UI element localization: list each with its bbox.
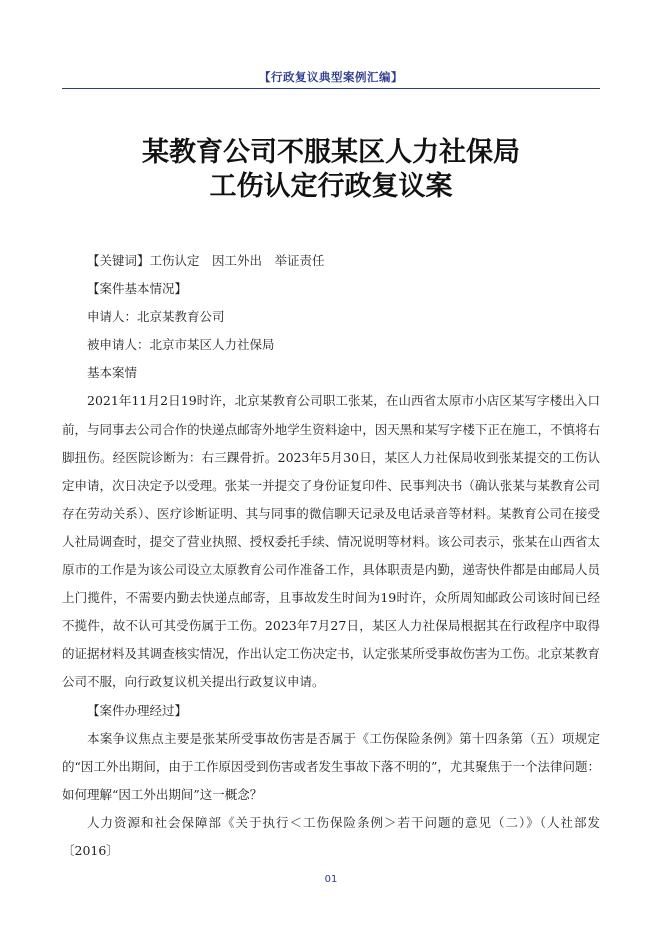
last-paragraph: 人力资源和社会保障部《关于执行＜工伤保险条例＞若干问题的意见（二）》（人社部发〔2016〕 [62, 814, 600, 858]
document-body [62, 247, 600, 865]
applicant-line: 申请人：北京某教育公司 [87, 309, 225, 325]
header-title: 【行政复议典型案例汇编】 [259, 70, 403, 84]
facts-paragraph: 2021年11月2日19时许，北京某教育公司职工张某，在山西省太原市小店区某写字楼出入口前，与同事去公司合作的快递点邮寄外地学生资料途中，因天黑和某写字楼下正在施工，不慎将右脚扭伤。经医院诊断为：右三踝骨折。2023年5月30日，某区人力社保局收到张某提交的工伤认定申请，次日决定予以受理。张某一并提交了身份证复印件、民事判决书（确认张某与某教育公司存在劳动关系）、医疗诊断证明、其与同事的微信聊天记录及电话录音等材料。某教育公司在接受人社局调查时，提交了营业执照、授权委托手续、情况说明等材料。该公司表示，张某在山西省太原市的工作是为该公司设立太原教育公司作准备工作，具体职责是内勤，递寄快件都是由邮局人员上门揽件，不需要内勤去快递点邮寄，且事故发生时间为19时许，众所周知邮政公司该时间已经不揽件，故不认可其受伤属于工伤。2023年7月27日，某区人力社保局根据其在行政程序中取得的证据材料及其调查核实情况，作出认定工伤决定书，认定张某所受事故伤害为工伤。北京某教育公司不服，向行政复议机关提出行政复议申请。 [62, 393, 601, 690]
document-title [40, 136, 622, 204]
page-number: 01 [324, 874, 338, 885]
process-paragraph: 本案争议焦点主要是张某所受事故伤害是否属于《工伤保险条例》第十四条第（五）项规定的“因工外出期间，由于工作原因受到伤害或者发生事故下落不明的”，尤其聚焦于一个法律问题：如何理解“因工外出期间”这一概念？ [62, 730, 600, 802]
keywords-line: 【关键词】工伤认定 因工外出 举证责任 [87, 253, 325, 268]
title-line-2: 工伤认定行政复议案 [209, 171, 453, 202]
title-line-1: 某教育公司不服某区人力社保局 [142, 137, 520, 168]
process-heading: 【案件办理经过】 [87, 702, 188, 718]
basic-info-heading: 【案件基本情况】 [87, 281, 188, 297]
running-header [62, 66, 600, 89]
respondent-line: 被申请人：北京市某区人力社保局 [87, 337, 275, 353]
facts-heading: 基本案情 [87, 365, 138, 381]
